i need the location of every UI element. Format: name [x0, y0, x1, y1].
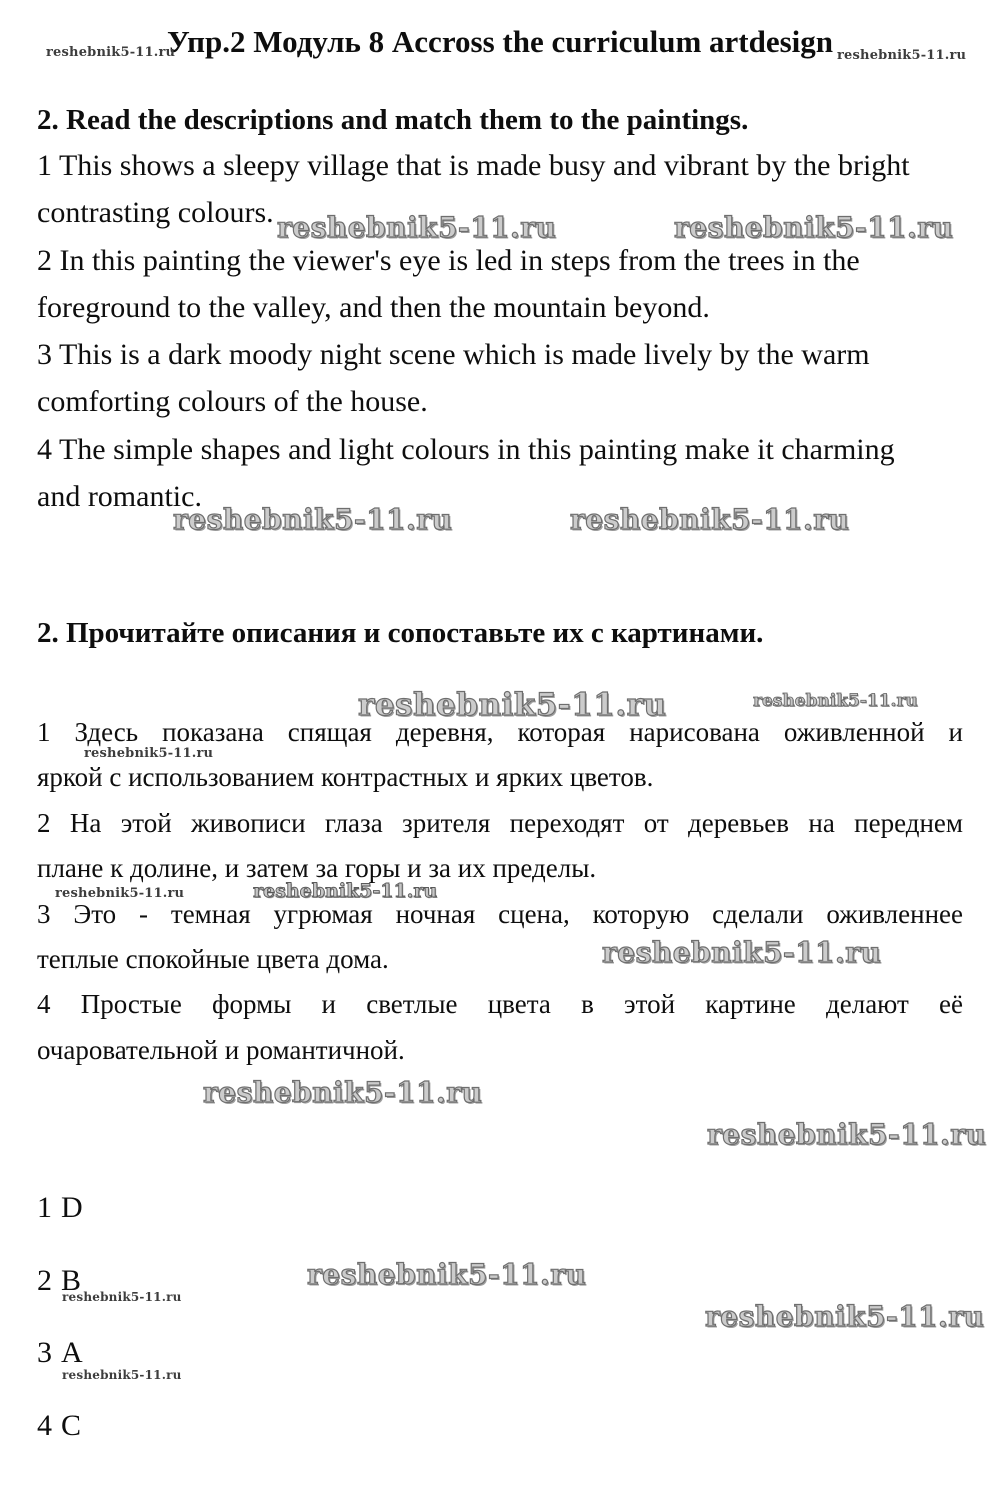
watermark: reshebnik5-11.ru	[570, 503, 850, 536]
answer-key	[37, 1172, 83, 1463]
answer-letter: B	[61, 1263, 82, 1297]
answer-row	[37, 1390, 83, 1463]
english-description-line: 4 The simple shapes and light colours in this painting make it charming	[37, 432, 895, 466]
watermark: reshebnik5-11.ru	[84, 746, 214, 761]
russian-section-heading: 2. Прочитайте описания и сопоставьте их с картинами.	[37, 617, 764, 649]
russian-description-line: плане к долине, и затем за горы и за их пределы.	[37, 853, 597, 884]
watermark: reshebnik5-11.ru	[707, 1118, 987, 1151]
russian-descriptions	[37, 710, 963, 1073]
watermark: reshebnik5-11.ru	[837, 48, 967, 63]
english-description-line: 1 This shows a sleepy village that is made busy and vibrant by the bright	[37, 149, 910, 182]
answer-number: 3	[37, 1336, 52, 1370]
answer-row	[37, 1245, 83, 1318]
watermark: reshebnik5-11.ru	[203, 1076, 483, 1109]
answer-letter: A	[61, 1336, 83, 1370]
english-description-line: 2 In this painting the viewer's eye is led in steps from the trees in the	[37, 243, 860, 277]
answer-number: 1	[37, 1191, 52, 1224]
english-description-line: foreground to the valley, and then the mountain beyond.	[37, 290, 710, 324]
watermark: reshebnik5-11.ru	[173, 503, 453, 536]
english-section-heading: 2. Read the descriptions and match them to the paintings.	[37, 104, 749, 136]
english-description-line: and romantic.	[37, 480, 202, 514]
english-description-line: comforting colours of the house.	[37, 385, 428, 419]
answer-number: 4	[37, 1409, 52, 1443]
answer-row	[37, 1172, 83, 1245]
watermark: reshebnik5-11.ru	[674, 211, 954, 244]
russian-description-line: 2 На этой живописи глаза зрителя переходят от деревьев на переднем	[37, 807, 963, 838]
answer-number: 2	[37, 1263, 52, 1297]
watermark: reshebnik5-11.ru	[62, 1368, 182, 1382]
answer-letter: D	[61, 1191, 83, 1224]
russian-description-line: 1 Здесь показана спящая деревня, которая нарисована оживленной и	[37, 717, 963, 747]
russian-description-line: яркой с использованием контрастных и ярких цветов.	[37, 762, 654, 793]
watermark: reshebnik5-11.ru	[602, 936, 882, 969]
watermark: reshebnik5-11.ru	[358, 687, 667, 723]
watermark: reshebnik5-11.ru	[253, 880, 438, 902]
russian-description-line: 3 Это - темная угрюмая ночная сцена, которую сделали оживленнее	[37, 898, 963, 929]
watermark: reshebnik5-11.ru	[62, 1290, 182, 1304]
watermark: reshebnik5-11.ru	[46, 45, 176, 60]
english-description-line: 3 This is a dark moody night scene which is made lively by the warm	[37, 338, 870, 372]
page-title: Упр.2 Модуль 8 Accross the curriculum artdesign	[166, 24, 834, 59]
watermark: reshebnik5-11.ru	[55, 886, 185, 901]
answer-letter: C	[61, 1409, 82, 1443]
russian-description-line: очаровательной и романтичной.	[37, 1034, 405, 1065]
watermark: reshebnik5-11.ru	[307, 1258, 587, 1291]
russian-description-line: теплые спокойные цвета дома.	[37, 943, 389, 974]
watermark: reshebnik5-11.ru	[705, 1300, 985, 1333]
answer-row	[37, 1317, 83, 1390]
russian-description-line: 4 Простые формы и светлые цвета в этой картине делают её	[37, 989, 963, 1020]
english-description-line: contrasting colours.	[37, 196, 274, 230]
watermark: reshebnik5-11.ru	[753, 691, 918, 711]
watermark: reshebnik5-11.ru	[277, 211, 557, 244]
english-descriptions	[37, 142, 963, 520]
